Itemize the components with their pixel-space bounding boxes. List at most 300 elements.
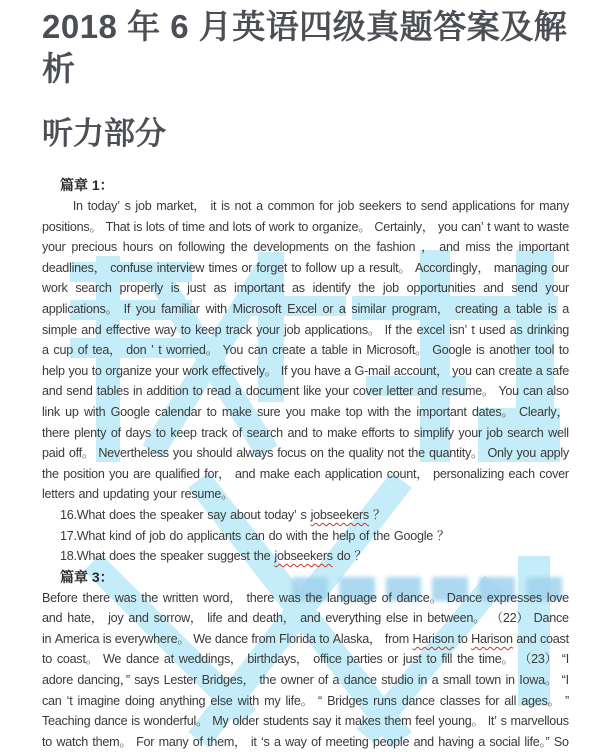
word: G-mail <box>354 363 391 378</box>
text-line <box>42 402 569 423</box>
word: can <box>247 343 268 358</box>
word: focus <box>277 446 307 461</box>
word: way <box>154 322 177 337</box>
word: classes <box>439 693 481 708</box>
word: In <box>72 199 83 213</box>
word: Clearly， <box>519 404 569 419</box>
word: a <box>42 343 49 358</box>
word: to <box>42 652 53 667</box>
word: you <box>68 363 89 378</box>
first-line-indent <box>42 196 68 217</box>
word: or <box>322 301 334 316</box>
word: with <box>286 528 308 543</box>
word: opportunities <box>406 281 476 296</box>
word: of <box>255 219 266 234</box>
word: hate， <box>67 611 104 626</box>
word: feel <box>415 714 435 729</box>
word: a <box>310 343 317 358</box>
word: dance <box>343 673 377 688</box>
text-line <box>42 340 569 361</box>
word: and <box>287 425 308 440</box>
word: you <box>285 404 306 419</box>
word: you <box>452 363 472 378</box>
word: can’ <box>461 219 484 234</box>
word: updating <box>102 487 150 502</box>
word: create <box>498 363 533 378</box>
word: job <box>135 199 152 213</box>
word: there <box>82 590 110 605</box>
word: the <box>395 322 413 337</box>
word: everything <box>325 611 381 626</box>
word: ” <box>564 693 569 708</box>
word: them， <box>207 734 247 749</box>
word: the <box>139 549 157 564</box>
text-line <box>42 381 569 402</box>
word: do <box>268 528 283 543</box>
text-line <box>42 670 569 691</box>
word: If <box>280 363 288 378</box>
word: worried。 <box>166 343 219 358</box>
word: a <box>344 363 351 378</box>
word: not <box>387 446 405 461</box>
word: of <box>231 425 242 440</box>
word: each <box>508 466 535 481</box>
word: ？ <box>372 507 386 522</box>
word: everywhere。 <box>114 631 190 646</box>
text-line <box>42 691 569 712</box>
word: makes <box>344 714 381 729</box>
word: your <box>545 281 569 296</box>
word: ？ <box>437 528 450 543</box>
word: them <box>384 714 412 729</box>
word: job <box>149 528 166 543</box>
word: plenty <box>74 425 107 440</box>
word: applicants <box>186 528 242 543</box>
word: it <box>210 199 217 213</box>
word: to <box>558 343 569 358</box>
word: marvellous <box>510 714 569 729</box>
word: the <box>353 240 371 255</box>
word: joy <box>108 611 124 626</box>
word: applications。 <box>304 322 381 337</box>
word: to <box>91 363 102 378</box>
word: another <box>489 343 531 358</box>
word: quantity。 <box>428 446 484 461</box>
word: track <box>201 425 228 440</box>
word: make <box>310 404 341 419</box>
word: the <box>327 446 345 461</box>
word: Google <box>393 528 434 543</box>
word: ？ <box>354 549 367 564</box>
word: cover <box>539 466 569 481</box>
section-heading-listening: 听力部分 <box>42 116 166 151</box>
word: the <box>253 549 271 564</box>
word: seekers <box>358 199 402 213</box>
word: is <box>133 219 143 234</box>
word: your <box>153 487 177 502</box>
word: qualified <box>155 466 200 481</box>
word: and <box>42 384 63 399</box>
word: social <box>489 734 521 749</box>
word: position <box>63 466 105 481</box>
word: says <box>134 673 160 688</box>
word: make <box>259 466 290 481</box>
word: following <box>178 240 225 255</box>
word: help <box>42 363 65 378</box>
word: We <box>193 631 212 646</box>
word: the <box>230 240 248 255</box>
word: studio <box>381 673 414 688</box>
passage3-paragraph <box>42 588 569 752</box>
word: positions。 <box>42 219 102 234</box>
word: dance。 <box>396 590 442 605</box>
passage1-questions <box>60 505 569 567</box>
passage1-label: 篇章 1： <box>60 177 114 193</box>
word: a <box>562 301 569 316</box>
word: simplify <box>413 425 454 440</box>
word: waste <box>537 219 569 234</box>
word: there <box>246 590 275 605</box>
word: and <box>81 322 102 337</box>
word: office <box>313 652 342 667</box>
word: can <box>475 363 495 378</box>
word: Lester <box>163 673 198 688</box>
word: table <box>321 343 348 358</box>
word: don <box>126 343 147 358</box>
word: do <box>169 528 183 543</box>
word: Microsoft <box>232 301 282 316</box>
word: on <box>334 240 349 255</box>
word: to <box>399 425 410 440</box>
text-line <box>42 608 569 629</box>
text-line <box>42 649 569 670</box>
word: to <box>180 322 191 337</box>
word: s <box>300 507 307 522</box>
word: in <box>413 611 423 626</box>
word: confuse <box>110 260 153 275</box>
text-line <box>60 546 569 567</box>
word: search <box>246 425 283 440</box>
word: t <box>471 322 475 337</box>
word: personalizing <box>433 466 505 481</box>
text-line <box>42 361 569 382</box>
word: like <box>303 384 322 399</box>
word: love <box>546 590 569 605</box>
word: keep <box>195 322 222 337</box>
misspelled-word: jobseekers <box>274 549 333 564</box>
word: are <box>133 466 151 481</box>
word: life。 <box>285 693 313 708</box>
word: with <box>367 404 390 419</box>
word: well <box>548 425 569 440</box>
word: and <box>417 384 438 399</box>
word: to <box>298 219 309 234</box>
word: the <box>394 404 412 419</box>
word: “I <box>561 673 569 688</box>
word: just <box>187 281 206 296</box>
word: a <box>503 301 511 316</box>
word: letter <box>386 384 414 399</box>
word: to <box>457 631 468 646</box>
text-line <box>42 423 569 444</box>
word: doing <box>125 693 155 708</box>
word: So <box>553 734 569 749</box>
word: organize。 <box>311 219 371 234</box>
text-line <box>42 484 569 505</box>
word: of <box>318 673 329 688</box>
word: death， <box>252 611 296 626</box>
word: drinking <box>526 322 569 337</box>
word: and <box>413 734 434 749</box>
word: If <box>123 301 131 316</box>
word: a <box>332 673 340 688</box>
word: your <box>256 322 280 337</box>
word: for <box>520 199 535 213</box>
word: important <box>234 281 285 296</box>
word: and <box>483 281 504 296</box>
word: effective <box>105 322 151 337</box>
word: the <box>373 528 390 543</box>
word: cup <box>53 343 73 358</box>
word: send <box>420 199 448 213</box>
word: for <box>319 199 334 213</box>
word: way <box>285 734 307 749</box>
word: search <box>507 425 544 440</box>
word: creating <box>455 301 498 316</box>
word: of <box>311 734 322 749</box>
word: 17.What <box>60 528 106 543</box>
word: keep <box>170 425 197 440</box>
word: it <box>250 734 257 749</box>
word: It’ <box>487 714 497 729</box>
word: parties <box>346 652 383 667</box>
word: miss <box>465 240 491 255</box>
word: just <box>402 652 422 667</box>
word: managing <box>493 260 548 275</box>
word: the <box>311 528 329 543</box>
word: older <box>232 714 260 729</box>
word: dance <box>94 714 128 729</box>
word: owner <box>280 673 314 688</box>
word: simple <box>42 322 77 337</box>
word: the <box>457 652 474 667</box>
word: was <box>278 590 301 605</box>
word: calendar <box>155 404 202 419</box>
word: to <box>155 425 166 440</box>
word: town <box>475 673 502 688</box>
word: That <box>105 219 130 234</box>
word: as <box>292 281 305 296</box>
text-line <box>42 629 569 650</box>
word: My <box>212 714 229 729</box>
word: as <box>509 322 523 337</box>
text-line <box>42 196 569 217</box>
word: the <box>259 673 277 688</box>
word: or <box>241 260 253 275</box>
word: resume。 <box>180 487 234 502</box>
word: and <box>227 611 248 626</box>
word: isn’ <box>449 322 468 337</box>
word: coast。 <box>56 652 99 667</box>
word: and <box>208 219 229 234</box>
word: of <box>381 590 392 605</box>
word: watch <box>56 734 89 749</box>
word: of <box>135 528 146 543</box>
word: track <box>225 322 252 337</box>
word: Certainly， <box>374 219 435 234</box>
word: of <box>359 528 370 543</box>
word: of <box>77 343 88 358</box>
word: ’ <box>151 343 154 358</box>
word: organize <box>105 363 152 378</box>
word: to <box>42 734 53 749</box>
word: program， <box>391 301 450 316</box>
word: on <box>158 240 173 255</box>
word: Florida <box>279 631 316 646</box>
word: imagine <box>77 693 120 708</box>
word: Only <box>487 446 513 461</box>
misspelled-word: Harison <box>471 631 513 646</box>
word: each <box>293 466 321 481</box>
word: Bridges <box>327 693 369 708</box>
word: with <box>83 404 106 419</box>
word: help <box>332 528 356 543</box>
word: off。 <box>68 446 95 461</box>
word: for， <box>204 466 231 481</box>
word: a <box>235 384 242 399</box>
word: your <box>42 240 66 255</box>
word: adore <box>42 673 73 688</box>
word: ages。 <box>521 693 560 708</box>
word: deadlines， <box>42 260 107 275</box>
word: safe <box>546 363 569 378</box>
word: your <box>325 384 349 399</box>
text-line <box>42 588 569 609</box>
word: the <box>408 446 425 461</box>
word: to <box>312 425 323 440</box>
word: identify <box>312 281 351 296</box>
word: Google <box>432 343 472 358</box>
word: to <box>406 199 417 213</box>
word: applications <box>452 199 516 213</box>
word: is <box>547 301 557 316</box>
text-line <box>42 320 569 341</box>
word: work <box>268 219 295 234</box>
text-line <box>42 711 569 732</box>
word: to <box>319 631 330 646</box>
word: make <box>327 425 357 440</box>
word: say <box>207 507 227 522</box>
word: used <box>479 322 506 337</box>
word: sure <box>256 404 281 419</box>
text-line <box>60 505 569 526</box>
word: runs <box>373 693 397 708</box>
word: and <box>78 487 99 502</box>
word: else <box>210 693 233 708</box>
word: having <box>438 734 474 749</box>
word: Microsoft。 <box>366 343 428 358</box>
word: days <box>125 425 152 440</box>
word: You <box>222 343 244 358</box>
word: send <box>66 384 93 399</box>
word: and <box>128 611 149 626</box>
word: a <box>358 260 365 275</box>
word: to <box>291 260 302 275</box>
word: you <box>516 446 536 461</box>
word: young。 <box>438 714 484 729</box>
word: account， <box>393 363 449 378</box>
document-title: 2018 年 6 月英语四级真题答案及解析 <box>42 8 568 87</box>
word: forget <box>256 260 288 275</box>
word: the <box>496 240 513 255</box>
word: in <box>42 631 52 646</box>
word: a <box>431 673 439 688</box>
word: and <box>42 611 63 626</box>
word: document <box>245 384 300 399</box>
text-line <box>42 299 569 320</box>
word: of <box>192 734 203 749</box>
word: t <box>487 219 491 234</box>
word: life <box>207 611 223 626</box>
word: ‘s <box>260 734 270 749</box>
word: can <box>523 384 543 399</box>
word: at <box>163 652 174 667</box>
word: in <box>505 673 515 688</box>
word: does <box>109 549 136 564</box>
word: you <box>135 301 156 316</box>
word: you <box>437 219 458 234</box>
word: times <box>208 260 238 275</box>
word: the <box>358 281 376 296</box>
word: tea， <box>92 343 122 358</box>
word: a <box>478 734 485 749</box>
word: letters <box>42 487 75 502</box>
word: follow <box>305 260 337 275</box>
word: cover <box>352 384 383 399</box>
word: is <box>475 343 485 358</box>
word: interview <box>156 260 205 275</box>
misspelled-word: jobseekers <box>310 507 369 522</box>
word: them。 <box>92 734 132 749</box>
word: our <box>551 260 569 275</box>
word: search <box>75 281 112 296</box>
word: If <box>384 322 392 337</box>
word: want <box>494 219 520 234</box>
word: many <box>158 734 189 749</box>
word: tool <box>534 343 555 358</box>
word: important <box>518 240 569 255</box>
word: sorrow， <box>153 611 203 626</box>
word: it <box>335 714 341 729</box>
word: send <box>511 281 538 296</box>
word: today’ <box>87 199 120 213</box>
word: all <box>504 693 517 708</box>
word: “I <box>561 652 569 667</box>
word: the <box>42 466 59 481</box>
word: Teaching <box>42 714 91 729</box>
word: can <box>245 528 265 543</box>
word: life。” <box>524 734 550 749</box>
word: was <box>114 590 137 605</box>
word: fashion <box>376 240 416 255</box>
word: s <box>500 714 507 729</box>
misspelled-word: Harison <box>412 631 455 646</box>
word: of <box>110 425 121 440</box>
word: the <box>141 590 159 605</box>
word: important <box>416 404 467 419</box>
word: wonderful。 <box>143 714 209 729</box>
word: a <box>273 734 281 749</box>
